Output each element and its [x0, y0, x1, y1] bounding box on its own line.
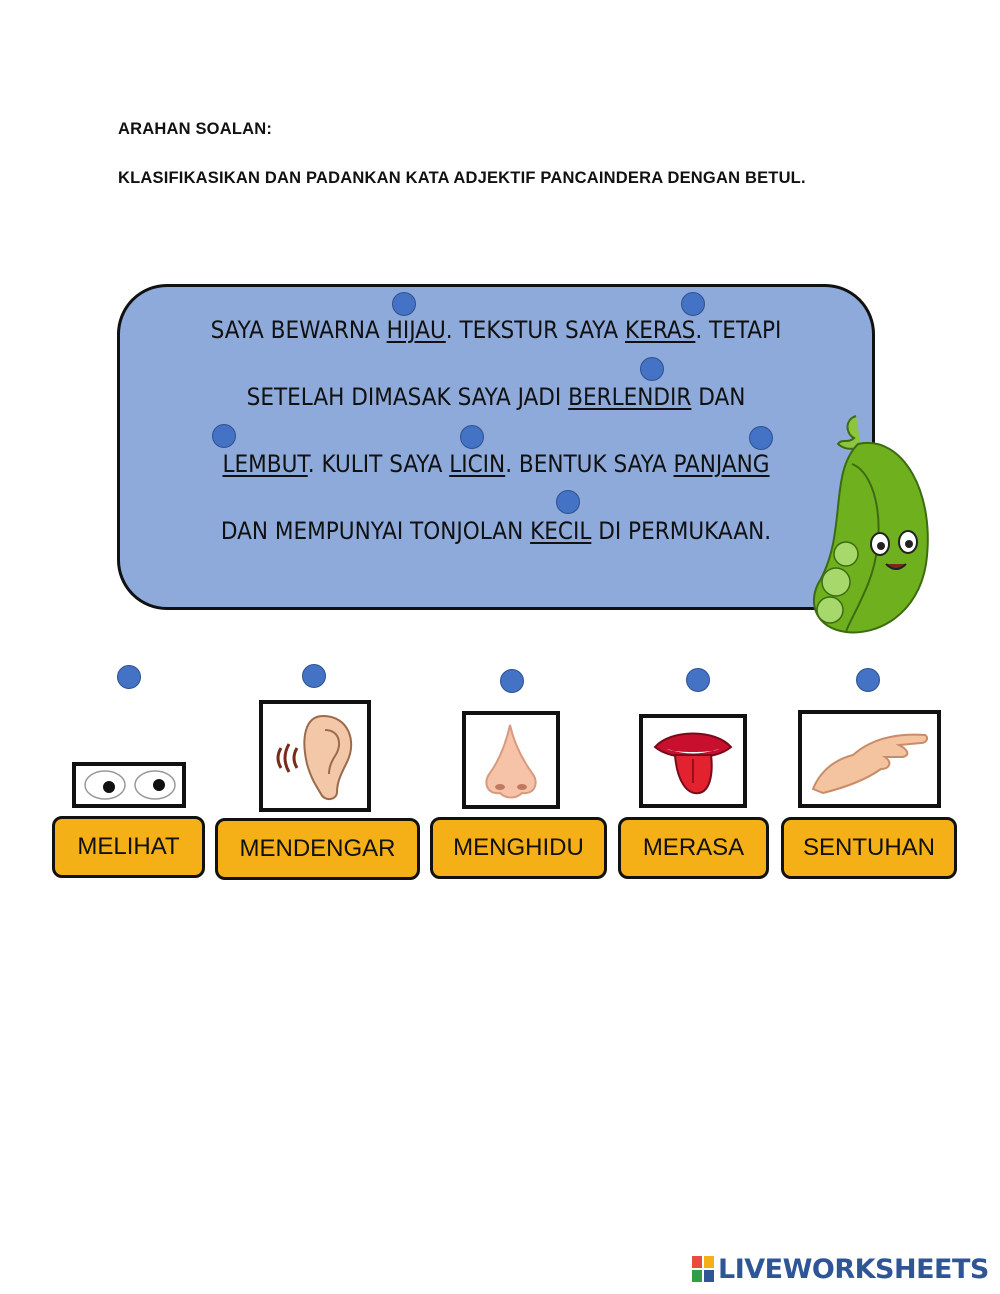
passage-text: . TEKSTUR SAYA	[445, 316, 626, 344]
passage-text: SAYA BEWARNA	[210, 316, 387, 344]
match-dot-merasa[interactable]	[686, 668, 710, 692]
passage-text: DI PERMUKAAN.	[591, 517, 772, 545]
tongue-icon	[647, 721, 739, 801]
match-dot-mendengar[interactable]	[302, 664, 326, 688]
sense-label-mendengar[interactable]: MENDENGAR	[215, 818, 420, 880]
eyes-frame	[72, 762, 186, 808]
hand-frame	[798, 710, 941, 808]
tongue-frame	[639, 714, 747, 808]
ear-frame	[259, 700, 371, 812]
instruction-text: KLASIFIKASIKAN DAN PADANKAN KATA ADJEKTIF PANCAINDERA DENGAN BETUL.	[118, 169, 806, 187]
adjective-berlendir[interactable]: BERLENDIR	[568, 383, 692, 411]
passage-line	[117, 316, 875, 344]
passage-text: . TETAPI	[695, 316, 782, 344]
adjective-panjang[interactable]: PANJANG	[673, 450, 770, 478]
adjective-lembut[interactable]: LEMBUT	[222, 450, 308, 478]
passage-text: DAN	[691, 383, 746, 411]
passage-text: . BENTUK SAYA	[505, 450, 674, 478]
passage-line	[117, 517, 875, 545]
sense-label-melihat[interactable]: MELIHAT	[52, 816, 205, 878]
sense-label-sentuhan[interactable]: SENTUHAN	[781, 817, 957, 879]
passage-text: SETELAH DIMASAK SAYA JADI	[246, 383, 569, 411]
passage-line	[117, 383, 875, 411]
match-dot-hijau[interactable]	[392, 292, 416, 316]
hand-icon	[807, 719, 933, 799]
ear-icon	[267, 708, 363, 804]
match-dot-panjang[interactable]	[749, 426, 773, 450]
match-dot-lembut[interactable]	[212, 424, 236, 448]
adjective-hijau[interactable]: HIJAU	[386, 316, 446, 344]
sense-label-menghidu[interactable]: MENGHIDU	[430, 817, 607, 879]
nose-icon	[470, 719, 552, 801]
adjective-licin[interactable]: LICIN	[449, 450, 506, 478]
match-dot-kecil[interactable]	[556, 490, 580, 514]
pea-pod-mascot	[808, 414, 932, 636]
match-dot-menghidu[interactable]	[500, 669, 524, 693]
match-dot-berlendir[interactable]	[640, 357, 664, 381]
match-dot-melihat[interactable]	[117, 665, 141, 689]
passage-text: . KULIT SAYA	[307, 450, 450, 478]
sense-label-merasa[interactable]: MERASA	[618, 817, 769, 879]
passage-line	[117, 450, 875, 478]
liveworksheets-logo	[692, 1252, 989, 1286]
nose-frame	[462, 711, 560, 809]
brand-name: LIVEWORKSHEETS	[718, 1253, 989, 1285]
eyes-icon	[77, 767, 181, 803]
liveworksheets-logo-mark	[692, 1256, 714, 1282]
match-dot-sentuhan[interactable]	[856, 668, 880, 692]
instruction-title: ARAHAN SOALAN:	[118, 120, 273, 138]
adjective-keras[interactable]: KERAS	[625, 316, 696, 344]
passage-text: DAN MEMPUNYAI TONJOLAN	[220, 517, 531, 545]
adjective-kecil[interactable]: KECIL	[530, 517, 592, 545]
match-dot-keras[interactable]	[681, 292, 705, 316]
match-dot-licin[interactable]	[460, 425, 484, 449]
